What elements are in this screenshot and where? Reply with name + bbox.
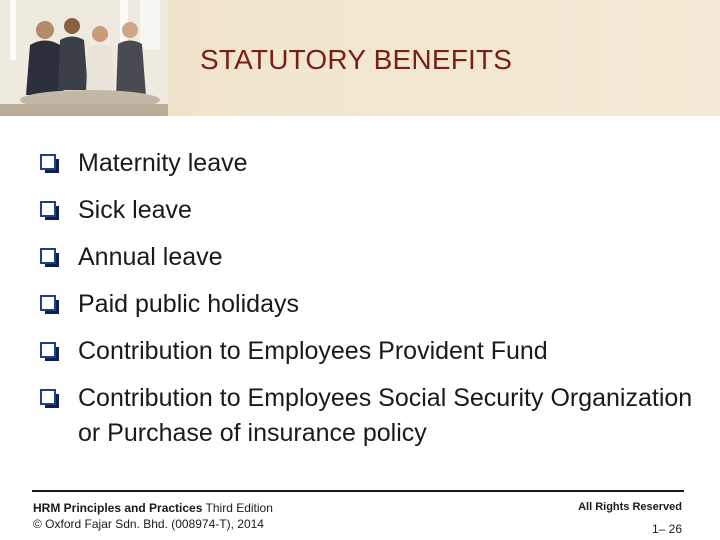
list-item-label: Maternity leave [78,149,248,177]
book-edition: Third Edition [202,501,273,515]
copyright-text: © Oxford Fajar Sdn. Bhd. (008974-T), 2014 [33,517,264,531]
rights-text: All Rights Reserved [578,501,682,513]
page-number: 1– 26 [651,522,682,536]
list-item [40,146,700,181]
book-title: HRM Principles and Practices [33,501,203,515]
checkbox-square-bullet-icon [40,201,60,221]
list-item-label: Sick leave [78,196,192,224]
checkbox-square-bullet-icon [40,295,60,315]
business-meeting-photo [0,0,168,116]
checkbox-square-bullet-icon [40,154,60,174]
list-item [40,381,700,451]
list-item [40,334,700,369]
list-item [40,240,700,275]
checkbox-square-bullet-icon [40,389,60,409]
footer-meta [578,496,682,540]
footer-citation [33,500,273,532]
book-citation [33,500,273,516]
footer-divider [32,490,684,492]
benefits-list [40,146,700,463]
list-item [40,193,700,228]
list-item-label: Contribution to Employees Social Security Organization or Purchase of insurance policy [78,384,693,447]
list-item-label: Paid public holidays [78,290,299,318]
list-item [40,287,700,322]
checkbox-square-bullet-icon [40,342,60,362]
checkbox-square-bullet-icon [40,248,60,268]
list-item-label: Contribution to Employees Provident Fund [78,337,548,365]
list-item-label: Annual leave [78,243,223,271]
slide-title: STATUTORY BENEFITS [200,44,513,75]
header-banner [0,0,720,116]
